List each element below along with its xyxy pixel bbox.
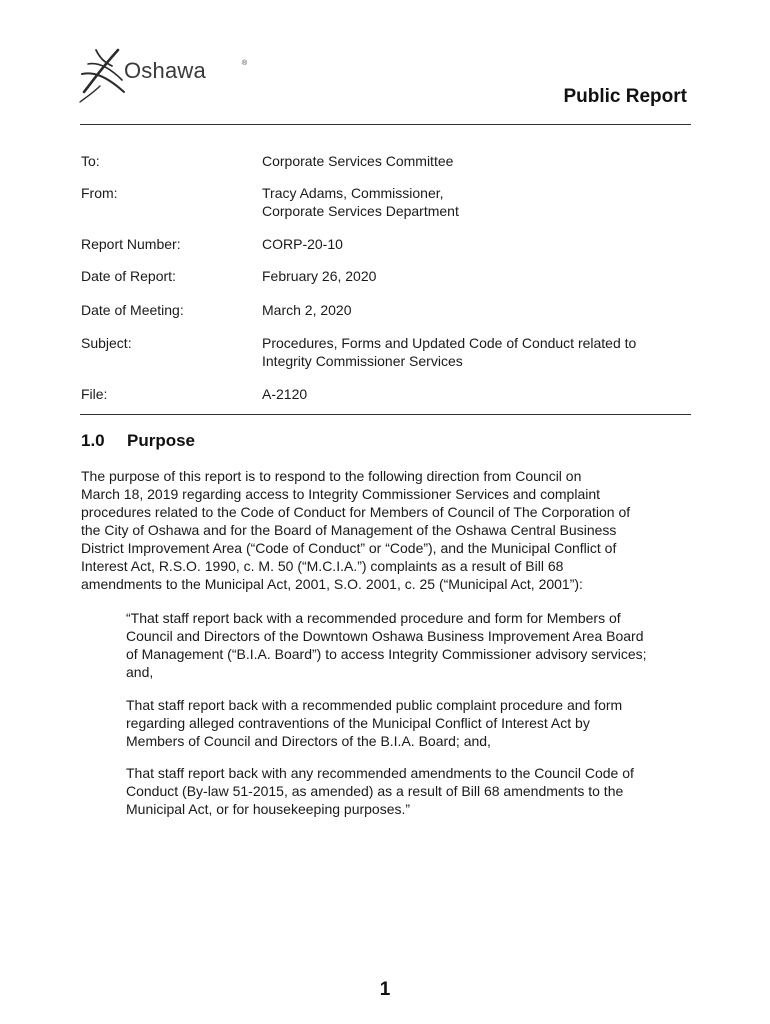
quote-paragraph-2 — [126, 696, 706, 750]
paragraph-line: Interest Act, R.S.O. 1990, c. M. 50 (“M.C.I.A.”) complaints as a result of Bill 68 — [81, 558, 564, 574]
quote-line: Municipal Act, or for housekeeping purposes.” — [126, 801, 411, 817]
meta-row-subject — [81, 334, 691, 370]
meta-row-report-number — [81, 235, 691, 253]
meta-value-line: Procedures, Forms and Updated Code of Conduct related to — [262, 335, 637, 351]
logo-registered-mark: ® — [242, 60, 248, 67]
meta-value: February 26, 2020 — [262, 268, 377, 284]
meta-row-date-of-report — [81, 267, 691, 285]
meta-row-file — [81, 385, 691, 403]
quote-line: That staff report back with any recommended amendments to the Council Code of — [126, 765, 634, 781]
report-metadata — [81, 152, 691, 403]
page-number: 1 — [379, 979, 391, 1000]
quote-line: “That staff report back with a recommended procedure and form for Members of — [126, 610, 621, 626]
paragraph-line: The purpose of this report is to respond to the following direction from Council on — [81, 468, 582, 484]
meta-row-to — [81, 152, 691, 170]
section-heading — [81, 431, 195, 451]
quote-paragraph-3 — [126, 764, 706, 818]
meta-value: CORP-20-10 — [262, 236, 343, 252]
quote-line: That staff report back with a recommended public complaint procedure and form — [126, 697, 623, 713]
meta-value-line: Corporate Services Department — [262, 203, 459, 219]
metadata-divider — [80, 414, 691, 415]
quote-line: Conduct (By-law 51-2015, as amended) as a result of Bill 68 amendments to the — [126, 783, 624, 799]
header-divider — [80, 124, 691, 125]
meta-label: From: — [81, 185, 118, 201]
purpose-paragraph — [81, 467, 701, 593]
meta-value — [262, 334, 691, 370]
meta-value: Corporate Services Committee — [262, 153, 454, 169]
meta-value: A-2120 — [262, 386, 308, 402]
paragraph-line: procedures related to the Code of Conduct for Members of Council of The Corporation of — [81, 504, 631, 520]
oshawa-logo — [78, 44, 258, 104]
logo-wordmark: Oshawa — [124, 58, 206, 83]
paragraph-line: March 18, 2019 regarding access to Integrity Commissioner Services and complaint — [81, 486, 601, 502]
section-number: 1.0 — [81, 431, 105, 450]
quote-line: and, — [126, 664, 154, 680]
meta-label: File: — [81, 386, 108, 402]
quote-line: of Management (“B.I.A. Board”) to access Integrity Commissioner advisory services; — [126, 646, 647, 662]
meta-label: Date of Meeting: — [81, 302, 184, 318]
quote-line: regarding alleged contraventions of the Municipal Conflict of Interest Act by — [126, 715, 590, 731]
meta-value-line: Integrity Commissioner Services — [262, 353, 463, 369]
meta-value — [262, 184, 691, 220]
section-title: Purpose — [127, 431, 196, 450]
meta-label: Report Number: — [81, 236, 181, 252]
meta-value: March 2, 2020 — [262, 302, 352, 318]
meta-label: Date of Report: — [81, 268, 176, 284]
meta-row-date-of-meeting — [81, 301, 691, 319]
meta-value-line: Tracy Adams, Commissioner, — [262, 185, 444, 201]
meta-label: To: — [81, 153, 100, 169]
paragraph-line: the City of Oshawa and for the Board of Management of the Oshawa Central Business — [81, 522, 617, 538]
quote-line: Members of Council and Directors of the B.I.A. Board; and, — [126, 733, 491, 749]
quote-line: Council and Directors of the Downtown Oshawa Business Improvement Area Board — [126, 628, 644, 644]
paragraph-line: amendments to the Municipal Act, 2001, S.O. 2001, c. 25 (“Municipal Act, 2001”): — [81, 576, 583, 592]
meta-label: Subject: — [81, 335, 132, 351]
quote-paragraph-1 — [126, 609, 706, 681]
meta-row-from — [81, 184, 691, 220]
paragraph-line: District Improvement Area (“Code of Conduct” or “Code”), and the Municipal Conflict of — [81, 540, 617, 556]
page-title: Public Report — [563, 86, 687, 107]
